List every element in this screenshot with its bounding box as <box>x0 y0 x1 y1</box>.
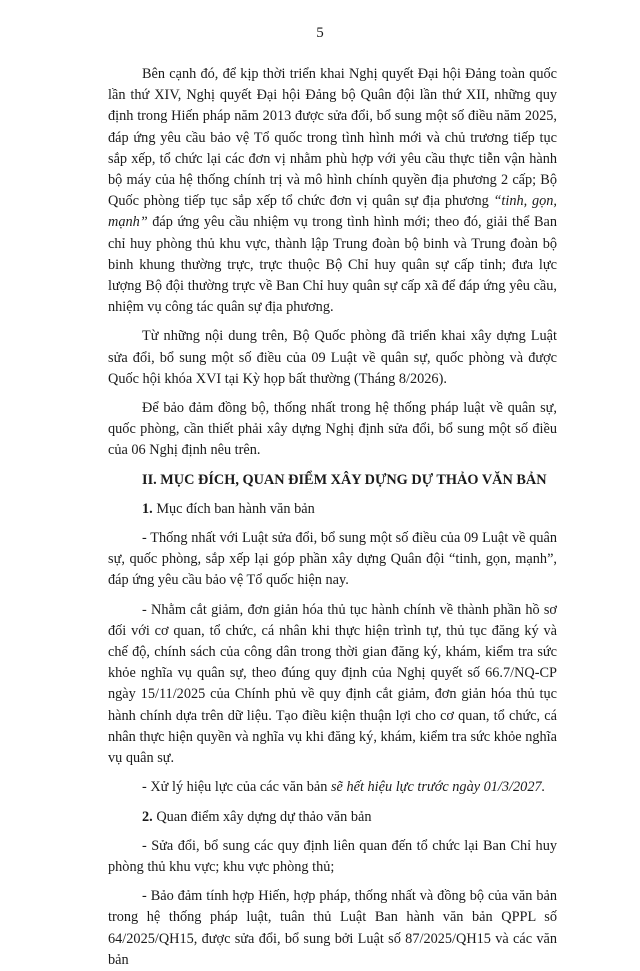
italic-text: sẽ hết hiệu lực trước ngày 01/3/2027. <box>330 779 546 796</box>
bullet-item: - Nhằm cắt giảm, đơn giản hóa thủ tục hành chính về thành phần hồ sơ đối với cơ quan, tổ chức, cá nhân khi thực hiện trình tự, thủ tục đăng ký và chế độ, chính sách của công dân trong thời gian đăng ký, khám, kiểm tra sức khỏe nghĩa vụ quân sự, theo đúng quy định của Nghị quyết số 66.7/NQ-CP ngày 15/11/2025 của Chính phủ về quy định cắt giảm, đơn giản hóa thủ tục hành chính dựa trên dữ liệu. Tạo điều kiện thuận lợi cho cơ quan, tổ chức, cá nhân thực hiện quyền và nghĩa vụ khi đăng ký, khám, kiểm tra sức khỏe nghĩa vụ quân sự. <box>108 601 557 767</box>
subheading-number: 1. <box>142 500 153 517</box>
page-number: 5 <box>316 25 324 41</box>
bullet-item <box>108 777 557 798</box>
subheading-viewpoint <box>108 807 557 828</box>
document-body <box>108 64 557 971</box>
italic-quote: “tinh, gọn, mạnh” <box>108 193 557 231</box>
paragraph-text: đáp ứng yêu cầu nhiệm vụ trong tình hình mới; theo đó, giải thể Ban chỉ huy phòng thủ khu vực, thành lập Trung đoàn bộ binh và Trung đoàn bộ binh khung thường trực, trực thuộc Bộ Chỉ huy quân sự cấp tỉnh; đưa lực lượng Bộ đội thường trực về Ban Chỉ huy quân sự cấp xã để đáp ứng yêu cầu, nhiệm vụ công tác quân sự địa phương. <box>108 214 558 316</box>
bullet-item: - Sửa đổi, bổ sung các quy định liên quan đến tổ chức lại Ban Chỉ huy phòng thủ khu vực; khu vực phòng thủ; <box>108 837 557 875</box>
paragraph-law: Từ những nội dung trên, Bộ Quốc phòng đã triển khai xây dựng Luật sửa đổi, bổ sung một số điều của 09 Luật về quân sự, quốc phòng và được Quốc hội khóa XVI tại Kỳ họp bất thường (Tháng 8/2026). <box>108 328 557 387</box>
paragraph-decree: Để bảo đảm đồng bộ, thống nhất trong hệ thống pháp luật về quân sự, quốc phòng, cần thiết phải xây dựng Nghị định sửa đổi, bổ sung một số điều của 06 Nghị định nêu trên. <box>108 400 557 459</box>
subheading-title: Quan điểm xây dựng dự thảo văn bản <box>156 808 372 825</box>
bullet-text: - Xử lý hiệu lực của các văn bản <box>142 779 328 796</box>
subheading-number: 2. <box>142 808 153 825</box>
section-heading: II. MỤC ĐÍCH, QUAN ĐIỂM XÂY DỰNG DỰ THẢO VĂN BẢN <box>142 471 547 488</box>
subheading-title: Mục đích ban hành văn bản <box>156 500 315 517</box>
bullet-item: - Bảo đảm tính hợp Hiến, hợp pháp, thống nhất và đồng bộ của văn bản trong hệ thống pháp luật, tuân thủ Luật Ban hành văn bản QPPL số 64/2025/QH15, được sửa đổi, bổ sung bởi Luật số 87/2025/QH15 và các văn bản <box>108 888 557 968</box>
subheading-purpose <box>108 499 557 520</box>
paragraph-text: Bên cạnh đó, để kịp thời triển khai Nghị quyết Đại hội Đảng toàn quốc lần thứ XIV, Nghị quyết Đại hội Đảng bộ Quân đội lần thứ XII, những quy định trong Hiến pháp năm 2013 được sửa đổi, bổ sung một số điều năm 2025, đáp ứng yêu cầu bảo vệ Tổ quốc trong tình hình mới và chủ trương tiếp tục sắp xếp, tổ chức lại các đơn vị nhằm phù hợp với yêu cầu thực tiễn vận hành bộ máy của hệ thống chính trị và mô hình chính quyền địa phương 2 cấp; Bộ Quốc phòng tiếp tục sắp xếp tổ chức đơn vị quân sự địa phương <box>108 66 557 210</box>
bullet-item: - Thống nhất với Luật sửa đổi, bổ sung một số điều của 09 Luật về quân sự, quốc phòng, sắp xếp lại góp phần xây dựng Quân đội “tinh, gọn, mạnh”, đáp ứng yêu cầu bảo vệ Tổ quốc hiện nay. <box>108 530 557 589</box>
paragraph-context <box>108 64 557 318</box>
